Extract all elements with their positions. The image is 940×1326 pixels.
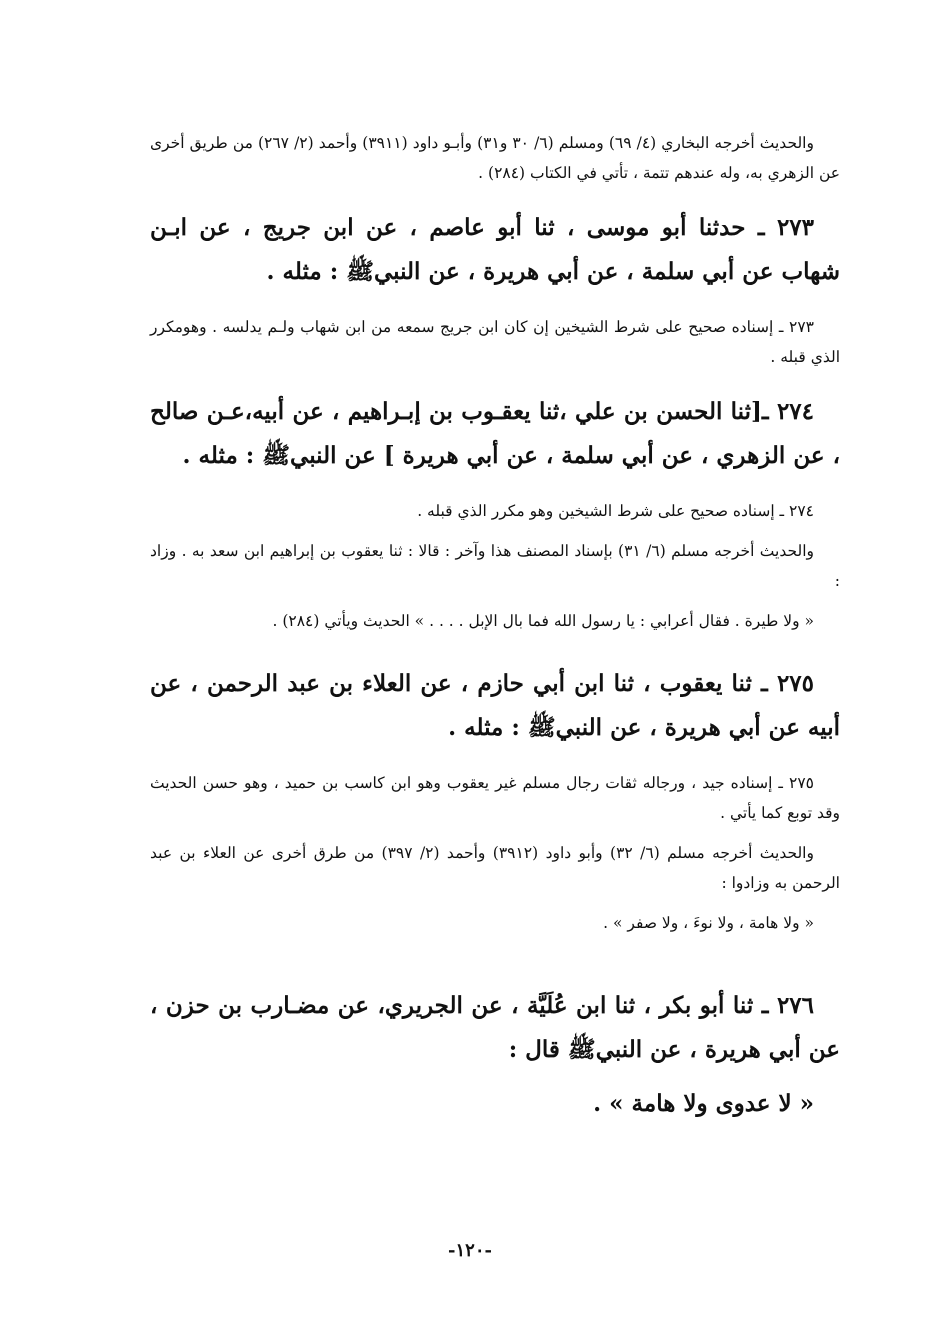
- page-body: [150, 128, 840, 1126]
- hadith-276-text: « لا عدوى ولا هامة » .: [593, 1090, 814, 1117]
- footnote-275: ٢٧٥ ـ إسناده جيد ، ورجاله ثقات رجال مسلم غير يعقوب وهو ابن كاسب بن حميد ، وهو حسن الحديث وقد توبع كما يأتي .: [150, 774, 840, 822]
- page-number: -١٢٠-: [448, 1240, 492, 1261]
- footnote-paragraph: والحديث أخرجه مسلم (٦/ ٣١) بإسناد المصنف هذا وآخر : قالا : ثنا يعقوب بن إبراهيم ابن سعد به . وزاد :: [150, 542, 840, 590]
- footnote-quote: « ولا طيرة . فقال أعرابي : يا رسول الله فما بال الإبل . . . . » الحديث ويأتي (٢٨٤) .: [272, 612, 814, 630]
- footnote-273: ٢٧٣ ـ إسناده صحيح على شرط الشيخين إن كان ابن جريج سمعه من ابن شهاب ولـم يدلسه . وهومكرر الذي قبله .: [150, 318, 840, 366]
- footnote-274: ٢٧٤ ـ إسناده صحيح على شرط الشيخين وهو مكرر الذي قبله .: [417, 502, 814, 520]
- footnote-quote: « ولا هامة ، ولا نوءَ ، ولا صفر » .: [603, 914, 814, 932]
- hadith-275: ٢٧٥ ـ ثنا يعقوب ، ثنا ابن أبي حازم ، عن العلاء بن عبد الرحمن ، عن أبيه عن أبي هريرة ، عن النبيﷺ : مثله .: [150, 670, 840, 741]
- footnote-paragraph: والحديث أخرجه مسلم (٦/ ٣٢) وأبو داود (٣٩١٢) وأحمد (٢/ ٣٩٧) من طرق أخرى عن العلاء بن عبد الرحمن به وزادوا :: [150, 844, 840, 892]
- hadith-274: ٢٧٤ ـ[ثنا الحسن بن علي ،ثنا يعقـوب بن إبـراهيم ، عن أبيه،عـن صالح ، عن الزهري ، عن أبي سلمة ، عن أبي هريرة ] عن النبيﷺ : مثله .: [150, 398, 840, 469]
- hadith-276: ٢٧٦ ـ ثنا أبو بكر ، ثنا ابن عُلَيَّة ، عن الجريري، عن مضـارب بن حزن ، عن أبي هريرة ، عن النبيﷺ قال :: [150, 992, 840, 1063]
- footnote-paragraph: والحديث أخرجه البخاري (٤/ ٦٩) ومسلم (٦/ ٣٠ و٣١) وأبـو داود (٣٩١١) وأحمد (٢/ ٢٦٧) من طريق أخرى عن الزهري به، وله عندهم تتمة ، تأتي في الكتاب (٢٨٤) .: [150, 134, 840, 182]
- hadith-273: ٢٧٣ ـ حدثنا أبو موسى ، ثنا أبو عاصم ، عن ابن جريج ، عن ابـن شهاب عن أبي سلمة ، عن أبي هريرة ، عن النبيﷺ : مثله .: [150, 214, 840, 285]
